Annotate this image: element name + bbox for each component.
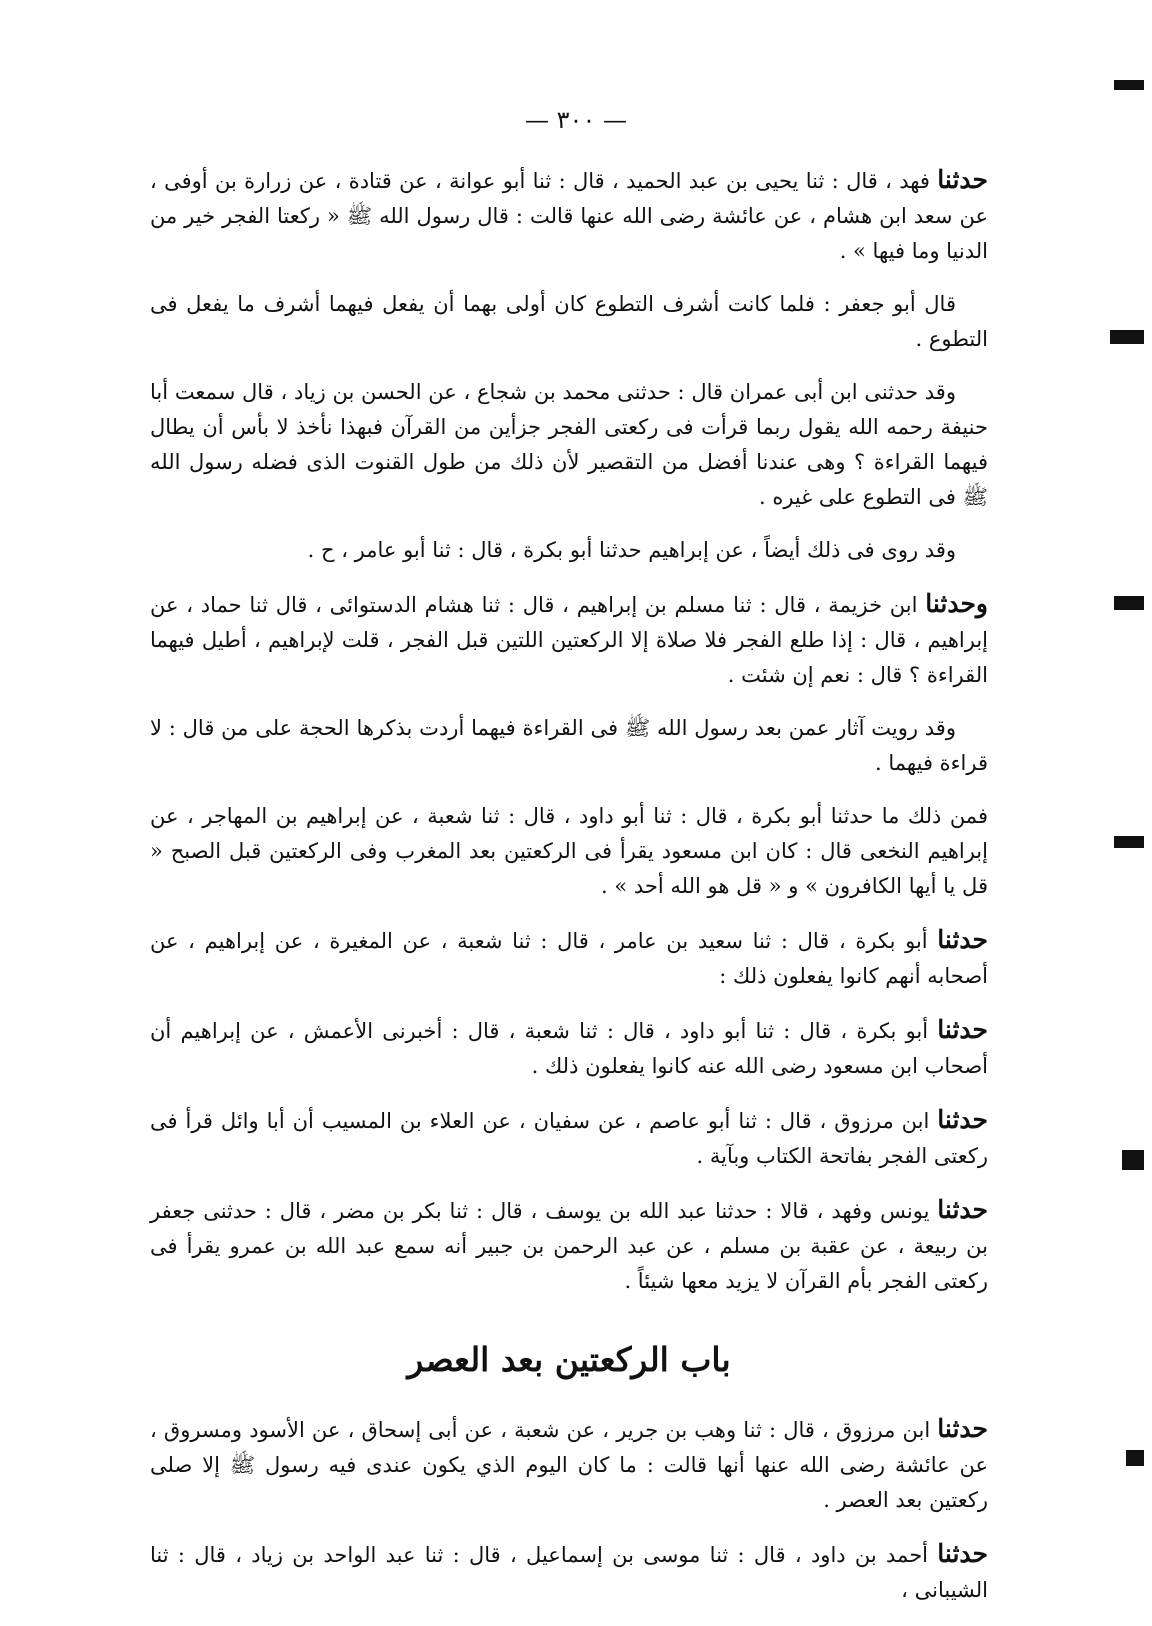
paragraph-text: ابن خزيمة ، قال : ثنا مسلم بن إبراهيم ، قال : ثنا هشام الدستوائى ، قال ثنا حماد ، عن إبراهيم ، قال : إذا طلع الفجر فلا صلاة إلا الركعتين اللتين قبل الفجر ، قلت لإبراهيم ، أطيل فيهما القراءة ؟ قال : نعم إن شئت .	[150, 593, 988, 687]
page-number: — ٣٠٠ —	[525, 106, 627, 134]
paragraph-lead-word: حدثنا	[937, 1015, 988, 1044]
paragraph-text: أبو بكرة ، قال : ثنا أبو داود ، قال : ثنا شعبة ، قال : أخبرنى الأعمش ، عن إبراهيم أن أصحاب ابن مسعود رضى الله عنه كانوا يفعلون ذلك .	[150, 1019, 988, 1078]
paragraph	[150, 1411, 988, 1518]
scan-margin-mark	[1114, 80, 1144, 90]
paragraph	[150, 1012, 988, 1084]
paragraph-lead-word: حدثنا	[937, 1539, 988, 1568]
text-body	[150, 162, 988, 1626]
paragraph-lead-word: حدثنا	[937, 925, 988, 954]
paragraph-text: يونس وفهد ، قالا : حدثنا عبد الله بن يوسف ، قال : ثنا بكر بن مضر ، قال : حدثنى جعفر بن ربيعة ، عن عقبة بن مسلم ، عن عبد الرحمن بن جبير أنه سمع عبد الله بن عمرو يقرأ فى ركعتى الفجر بأم القرآن لا يزيد معها شيئاً .	[150, 1199, 988, 1293]
scan-margin-mark	[1122, 1150, 1144, 1170]
paragraph-text: قال أبو جعفر : فلما كانت أشرف التطوع كان أولى بهما أن يفعل فيهما أشرف ما يفعل فى التطوع .	[150, 292, 988, 351]
scan-margin-mark	[1114, 596, 1144, 610]
scan-margin-mark	[1114, 836, 1144, 848]
paragraph	[150, 711, 988, 781]
paragraph	[150, 375, 988, 515]
paragraph-lead-word: حدثنا	[937, 1105, 988, 1134]
paragraph-text: فهد ، قال : ثنا يحيى بن عبد الحميد ، قال : ثنا أبو عوانة ، عن قتادة ، عن زرارة بن أوفى ، عن سعد ابن هشام ، عن عائشة رضى الله عنها قالت : قال رسول الله ﷺ « ركعتا الفجر خير من الدنيا وما فيها » .	[150, 169, 988, 263]
paragraph-lead-word: حدثنا	[937, 1414, 988, 1443]
paragraph	[150, 162, 988, 269]
paragraph-lead-word: حدثنا	[937, 165, 988, 194]
paragraph-text: ابن مرزوق ، قال : ثنا أبو عاصم ، عن سفيان ، عن العلاء بن المسيب أن أبا وائل قرأ فى ركعتى الفجر بفاتحة الكتاب وبآية .	[150, 1109, 988, 1168]
paragraph-text: فمن ذلك ما حدثنا أبو بكرة ، قال : ثنا أبو داود ، قال : ثنا شعبة ، عن إبراهيم بن المهاجر ، عن إبراهيم النخعى قال : كان ابن مسعود يقرأ فى الركعتين بعد المغرب وفى الركعتين قبل الصبح « قل يا أيها الكافرون » و « قل هو الله أحد » .	[150, 804, 988, 898]
paragraph	[150, 1102, 988, 1174]
paragraph-text: أبو بكرة ، قال : ثنا سعيد بن عامر ، قال : ثنا شعبة ، عن المغيرة ، عن إبراهيم ، عن أصحابه أنهم كانوا يفعلون ذلك :	[150, 929, 988, 988]
section-heading: باب الركعتين بعد العصر	[407, 1340, 731, 1379]
paragraph-text: وقد حدثنى ابن أبى عمران قال : حدثنى محمد بن شجاع ، عن الحسن بن زياد ، قال سمعت أبا حنيفة رحمه الله يقول ربما قرأت فى ركعتى الفجر جزأين من القرآن فبهذا نأخذ لا بأس أن يطال فيهما القراءة ؟ وهى عندنا أفضل من التقصير لأن ذلك من طول القنوت الذى فضله رسول الله ﷺ فى التطوع على غيره .	[150, 380, 988, 509]
paragraph-text: وقد روى فى ذلك أيضاً ، عن إبراهيم حدثنا أبو بكرة ، قال : ثنا أبو عامر ، ح .	[307, 538, 956, 562]
paragraph-text: وقد رويت آثار عمن بعد رسول الله ﷺ فى القراءة فيهما أردت بذكرها الحجة على من قال : لا قراءة فيهما .	[150, 716, 988, 775]
paragraph	[150, 533, 988, 568]
paragraph	[150, 1536, 988, 1608]
paragraph	[150, 1192, 988, 1299]
paragraph-text: أحمد بن داود ، قال : ثنا موسى بن إسماعيل ، قال : ثنا عبد الواحد بن زياد ، قال : ثنا الشيبانى ،	[150, 1543, 988, 1602]
scan-margin-mark	[1110, 330, 1144, 344]
paragraph	[150, 586, 988, 693]
paragraph-lead-word: وحدثنا	[925, 589, 988, 618]
paragraph-text: ابن مرزوق ، قال : ثنا وهب بن جرير ، عن شعبة ، عن أبى إسحاق ، عن الأسود ومسروق ، عن عائشة رضى الله عنها أنها قالت : ما كان اليوم الذي يكون عندى فيه رسول ﷺ إلا صلى ركعتين بعد العصر .	[150, 1418, 988, 1512]
paragraph-lead-word: حدثنا	[937, 1195, 988, 1224]
scan-margin-mark	[1126, 1450, 1144, 1466]
paragraph	[150, 799, 988, 904]
paragraph	[150, 287, 988, 357]
paragraph	[150, 922, 988, 994]
